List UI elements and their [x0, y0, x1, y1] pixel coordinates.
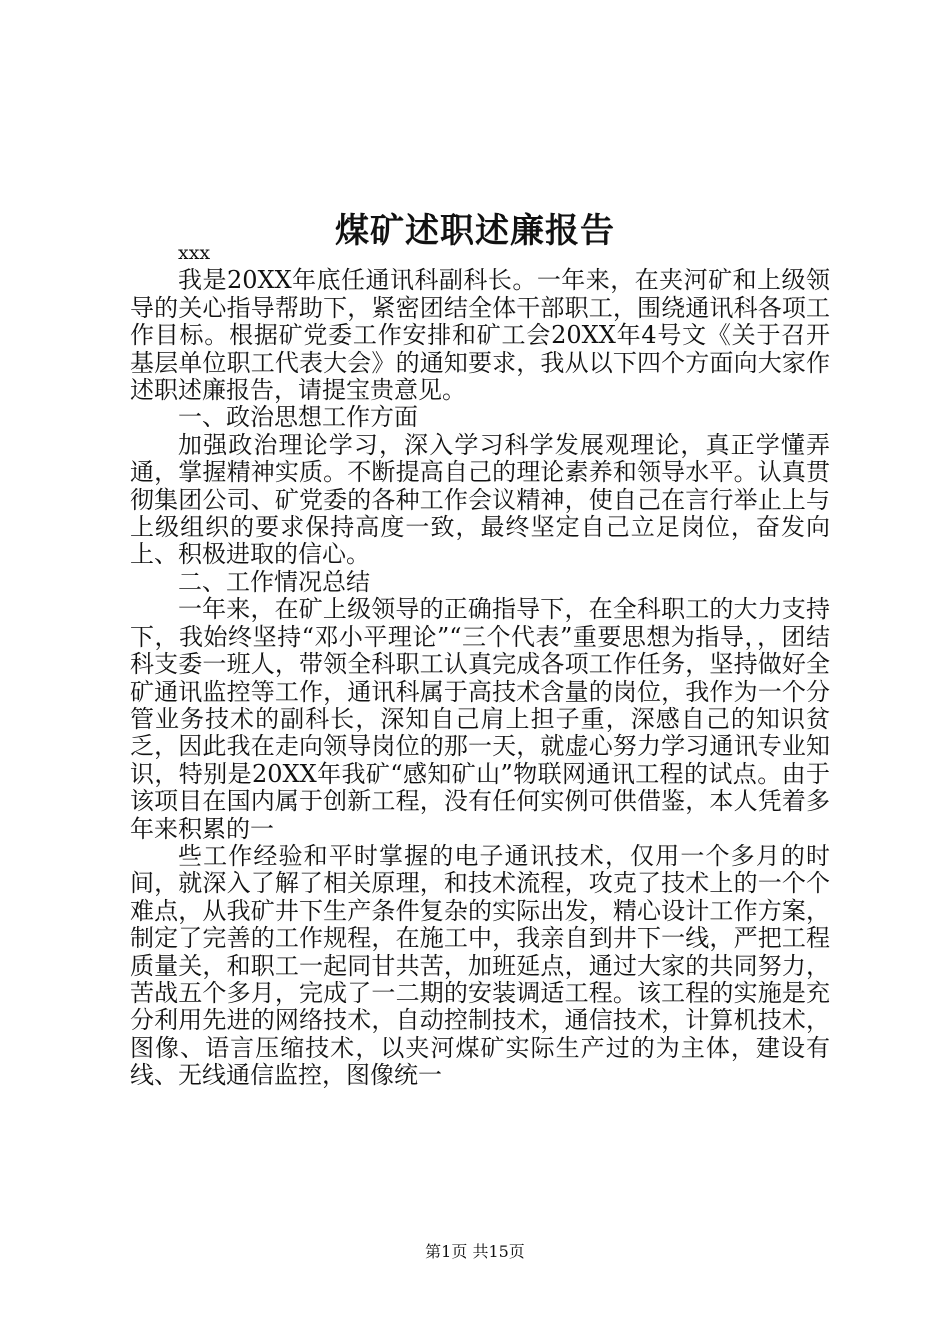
paragraph-work-summary: 一年来，在矿上级领导的正确指导下，在全科职工的大力支持下，我始终坚持“邓小平理论”“三个代表”重要思想为指导，，团结科支委一班人，带领全科职工认真完成各项工作任务，坚持做好全矿通讯监控等工作，通讯科属于高技术含量的岗位，我作为一个分管业务技术的副科长，深知自己肩上担子重，深感自己的知识贫乏，因此我在走向领导岗位的那一天，就虚心努力学习通讯专业知识，特别是20XX年我矿“感知矿山”物联网通讯工程的试点。由于该项目在国内属于创新工程，没有任何实例可供借鉴，本人凭着多年来积累的一	[130, 595, 830, 843]
paragraph-work-continued: 些工作经验和平时掌握的电子通讯技术，仅用一个多月的时间，就深入了解了相关原理，和技术流程，攻克了技术上的一个个难点，从我矿井下生产条件复杂的实际出发，精心设计工作方案，制定了完善的工作规程，在施工中，我亲自到井下一线，严把工程质量关，和职工一起同甘共苦，加班延点，通过大家的共同努力，苦战五个多月，完成了一二期的安装调适工程。该工程的实施是充分利用先进的网络技术，自动控制技术，通信技术，计算机技术，图像、语言压缩技术，以夹河煤矿实际生产过的为主体，建设有线、无线通信监控，图像统一	[130, 841, 830, 1090]
document-body	[130, 240, 830, 1090]
page-footer: 第1页 共15页	[425, 1242, 525, 1261]
paragraph-political: 加强政治理论学习，深入学习科学发展观理论，真正学懂弄通，掌握精神实质。不断提高自己的理论素养和领导水平。认真贯彻集团公司、矿党委的各种工作会议精神，使自己在言行举止上与上级组织的要求保持高度一致，最终坚定自己立足岗位，奋发向上、积极进取的信心。	[130, 430, 830, 569]
salutation: xxx	[178, 242, 211, 264]
document-title: 煤矿述职述廉报告	[335, 210, 615, 251]
section-heading-political: 一、政治思想工作方面	[178, 403, 418, 432]
paragraph-intro: 我是20XX年底任通讯科副科长。一年来，在夹河矿和上级领导的关心指导帮助下，紧密团结全体干部职工，围绕通讯科各项工作目标。根据矿党委工作安排和矿工会20XX年4号文《关于召开基层单位职工代表大会》的通知要求，我从以下四个方面向大家作述职述廉报告，请提宝贵意见。	[130, 266, 830, 405]
section-heading-work-summary: 二、工作情况总结	[178, 567, 370, 596]
